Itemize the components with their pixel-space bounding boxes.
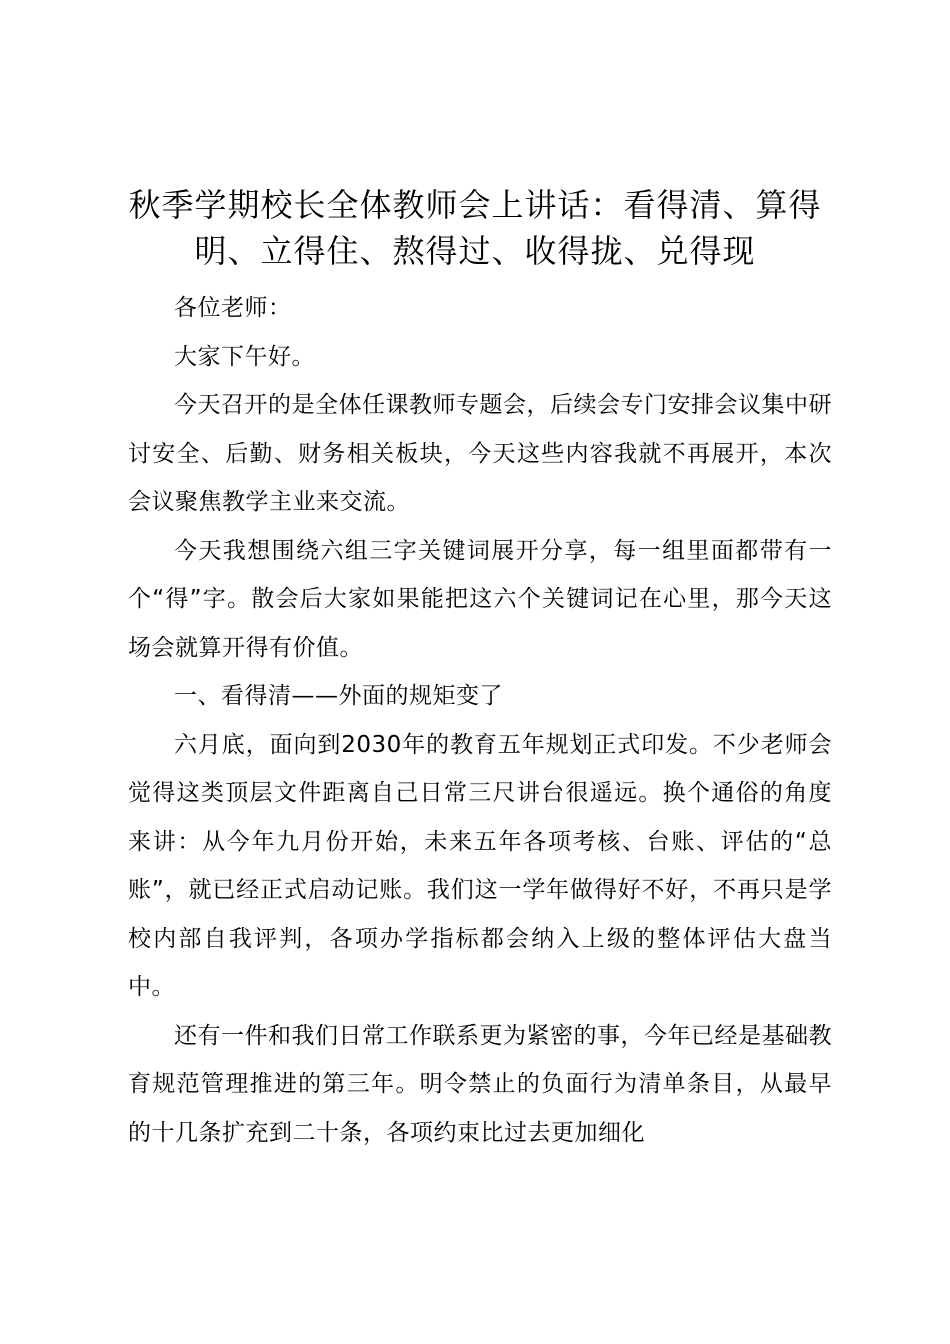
paragraph: 还有一件和我们日常工作联系更为紧密的事，今年已经是基础教育规范管理推进的第三年。明令禁止的负面行为清单条目，从最早的十几条扩充到二十条，各项约束比过去更加细化 bbox=[128, 1022, 832, 1146]
document-title: 秋季学期校长全体教师会上讲话：看得清、算得明、立得住、熬得过、收得拢、兑得现 bbox=[128, 186, 822, 270]
paragraph: 今天我想围绕六组三字关键词展开分享，每一组里面都带有一个“得”字。散会后大家如果能把这六个关键词记在心里，那今天这场会就算开得有价值。 bbox=[128, 537, 832, 661]
document-body bbox=[128, 284, 832, 1157]
salutation: 各位老师： bbox=[174, 295, 292, 321]
paragraph: 六月底，面向到2030年的教育五年规划正式印发。不少老师会觉得这类顶层文件距离自己日常三尺讲台很遥远。换个通俗的角度来讲：从今年九月份开始，未来五年各项考核、台账、评估的“总账”，就已经正式启动记账。我们这一学年做得好不好，不再只是学校内部自我评判，各项办学指标都会纳入上级的整体评估大盘当中。 bbox=[128, 731, 832, 1000]
paragraph: 今天召开的是全体任课教师专题会，后续会专门安排会议集中研讨安全、后勤、财务相关板块，今天这些内容我就不再展开，本次会议聚焦教学主业来交流。 bbox=[128, 392, 832, 515]
greeting: 大家下午好。 bbox=[174, 343, 315, 370]
section-heading: 一、看得清——外面的规矩变了 bbox=[174, 683, 503, 709]
